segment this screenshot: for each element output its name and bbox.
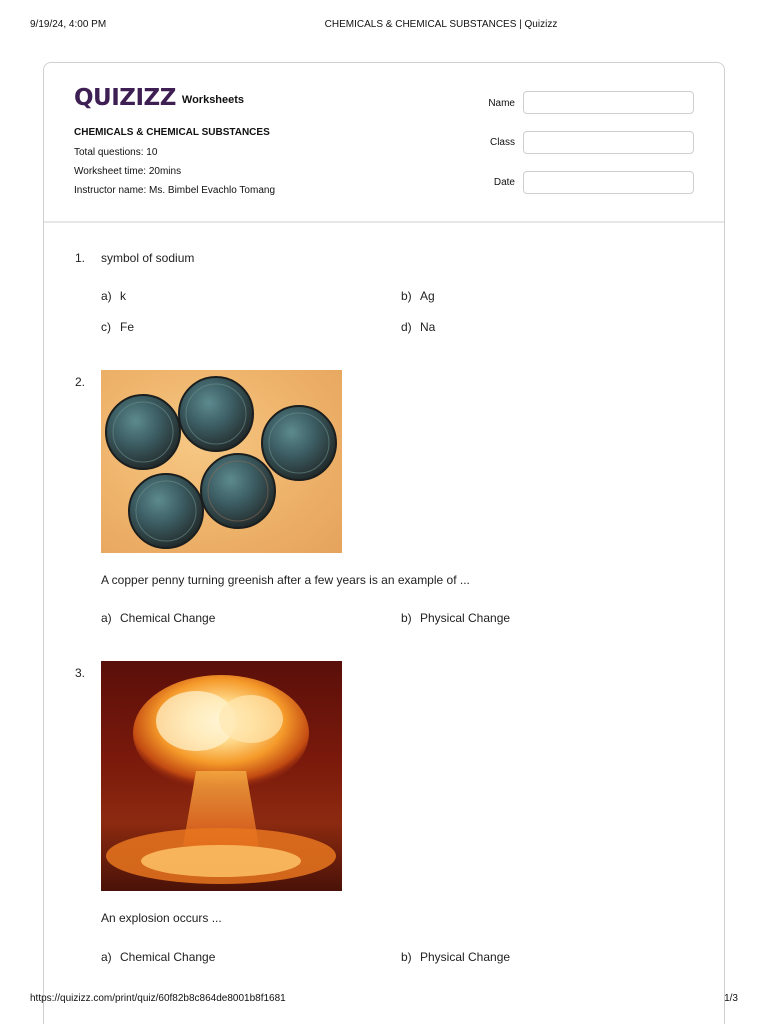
total-questions: Total questions: 10: [74, 147, 158, 158]
class-label: Class: [489, 137, 515, 148]
worksheet-time: Worksheet time: 20mins: [74, 166, 182, 177]
instructor-name: Instructor name: Ms. Bimbel Evachlo Tomang: [74, 185, 276, 196]
page-number: 1/3: [724, 993, 738, 1004]
option-text: Na: [420, 320, 436, 334]
option-a: [101, 289, 126, 303]
question-number: 1.: [75, 251, 86, 265]
option-text: Chemical Change: [120, 611, 216, 625]
option-text: Ag: [420, 289, 435, 303]
option-d: [401, 320, 435, 334]
explosion-image: [101, 661, 342, 891]
option-b: [401, 950, 510, 964]
pennies-illustration: [101, 370, 342, 553]
option-text: Physical Change: [420, 950, 511, 964]
logo-section-label: Worksheets: [181, 94, 245, 106]
option-b: [401, 611, 510, 625]
question-text: An explosion occurs ...: [101, 911, 222, 925]
question-text: A copper penny turning greenish after a few years is an example of ...: [101, 573, 470, 587]
print-url: https://quizizz.com/print/quiz/60f82b8c864de8001b8f1681: [30, 993, 286, 1004]
option-a: [101, 950, 215, 964]
print-header: [0, 19, 768, 33]
option-letter: d): [401, 320, 412, 334]
option-letter: a): [101, 289, 112, 303]
print-datetime: 9/19/24, 4:00 PM: [30, 19, 107, 30]
question-number: 3.: [75, 666, 86, 680]
option-text: Fe: [120, 320, 135, 334]
name-field[interactable]: [523, 91, 694, 114]
option-a: [101, 611, 215, 625]
date-field[interactable]: [523, 171, 694, 194]
option-text: k: [120, 289, 126, 303]
date-label: Date: [493, 177, 515, 188]
option-letter: a): [101, 950, 112, 964]
worksheet-header: [44, 63, 724, 223]
option-letter: b): [401, 950, 412, 964]
option-c: [101, 320, 134, 334]
option-letter: a): [101, 611, 112, 625]
option-b: [401, 289, 435, 303]
worksheet-title: CHEMICALS & CHEMICAL SUBSTANCES: [74, 127, 270, 138]
question-number: 2.: [75, 375, 86, 389]
name-label: Name: [488, 98, 515, 109]
option-letter: b): [401, 611, 412, 625]
worksheet-card: [43, 62, 725, 1024]
option-text: Physical Change: [420, 611, 511, 625]
option-letter: b): [401, 289, 412, 303]
green-pennies-image: [101, 370, 342, 553]
explosion-illustration: [101, 661, 342, 891]
option-letter: c): [101, 320, 111, 334]
quizizz-logo: [74, 83, 244, 113]
option-text: Chemical Change: [120, 950, 216, 964]
class-field[interactable]: [523, 131, 694, 154]
print-page-title: CHEMICALS & CHEMICAL SUBSTANCES | Quizizz: [324, 19, 558, 30]
question-text: symbol of sodium: [101, 251, 195, 265]
logo-wordmark: QUIZIZZ: [74, 85, 176, 111]
